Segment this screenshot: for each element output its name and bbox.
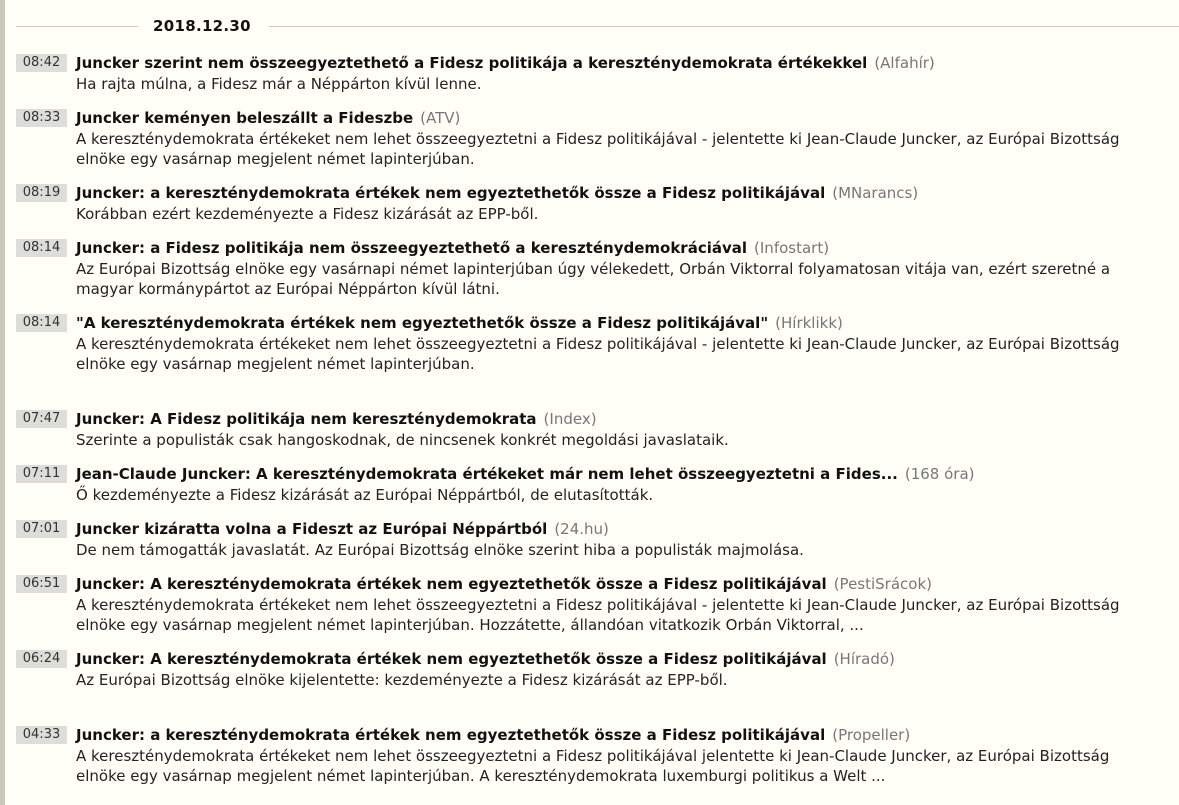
item-summary: Korábban ezért kezdeményezte a Fidesz kizárását az EPP-ből. xyxy=(76,205,539,223)
item-title-link[interactable]: Juncker: a kereszténydemokrata értékek nem egyeztethetők össze a Fidesz politikájával xyxy=(76,184,826,202)
item-summary: Ha rajta múlna, a Fidesz már a Néppárton kívül lenne. xyxy=(76,75,482,93)
item-title-link[interactable]: Juncker: A kereszténydemokrata értékek nem egyeztethetők össze a Fidesz politikájával xyxy=(76,650,827,668)
item-time: 08:14 xyxy=(16,239,67,257)
item-summary: A kereszténydemokrata értékeket nem lehet összeegyeztetni a Fidesz politikájával - jelentette ki Jean-Claude Juncker, az Európai Bizottság elnöke egy vasárnap megjelent német lapinterjúban. Hozzátette, állandóan vitatkozik Orbán Viktorral, ... xyxy=(76,596,1120,634)
item-time: 06:24 xyxy=(16,650,67,668)
item-title-link[interactable]: "A kereszténydemokrata értékek nem egyeztethetők össze a Fidesz politikájával" xyxy=(76,314,769,332)
item-title-link[interactable]: Juncker szerint nem összeegyeztethető a Fidesz politikája a kereszténydemokrata értékekkel xyxy=(76,54,868,72)
date-divider-right xyxy=(269,26,1179,27)
item-source: (Propeller) xyxy=(832,726,911,744)
item-summary: Az Európai Bizottság elnöke egy vasárnapi német lapinterjúban úgy vélekedett, Orbán Viktorral folyamatosan vitája van, ezért szeretné a magyar kormánypártot az Európai Néppárton kívül látni. xyxy=(76,260,1111,298)
item-source: (Hírklikk) xyxy=(775,314,843,332)
item-summary: A kereszténydemokrata értékeket nem lehet összeegyeztetni a Fidesz politikájával - jelentette ki Jean-Claude Juncker, az Európai Bizottság elnöke egy vasárnap megjelent német lapinterjúban. xyxy=(76,130,1120,168)
item-source: (24.hu) xyxy=(554,520,609,538)
item-time: 04:33 xyxy=(16,726,67,744)
item-time: 07:11 xyxy=(16,465,67,483)
item-time: 08:14 xyxy=(16,314,67,332)
item-source: (Infostart) xyxy=(754,239,830,257)
date-separator xyxy=(16,14,1179,40)
item-title-link[interactable]: Juncker keményen beleszállt a Fideszbe xyxy=(76,109,414,127)
left-edge-bar xyxy=(0,0,5,805)
item-title-link[interactable]: Jean-Claude Juncker: A kereszténydemokrata értékeket már nem lehet összeegyeztetni a Fides... xyxy=(76,465,898,483)
item-headline xyxy=(76,53,935,73)
date-heading: 2018.12.30 xyxy=(153,17,251,35)
item-time: 06:51 xyxy=(16,575,67,593)
item-summary: Szerinte a populisták csak hangoskodnak, de nincsenek konkrét megoldási javaslataik. xyxy=(76,431,729,449)
item-headline xyxy=(76,183,918,203)
item-source: (ATV) xyxy=(420,109,461,127)
item-headline xyxy=(76,313,843,333)
item-summary: Ő kezdeményezte a Fidesz kizárását az Európai Néppártból, de elutasították. xyxy=(76,486,654,504)
item-source: (Alfahír) xyxy=(874,54,935,72)
item-source: (PestiSrácok) xyxy=(833,575,933,593)
item-title-link[interactable]: Juncker kizáratta volna a Fideszt az Európai Néppártból xyxy=(76,520,548,538)
item-time: 08:19 xyxy=(16,184,67,202)
item-time: 07:47 xyxy=(16,410,67,428)
item-source: (168 óra) xyxy=(904,465,975,483)
item-headline xyxy=(76,574,932,594)
item-headline xyxy=(76,238,829,258)
item-headline xyxy=(76,725,910,745)
item-time: 08:42 xyxy=(16,54,67,72)
item-time: 07:01 xyxy=(16,520,67,538)
item-summary: A kereszténydemokrata értékeket nem lehet összeegyeztetni a Fidesz politikájával - jelentette ki Jean-Claude Juncker, az Európai Bizottság elnöke egy vasárnap megjelent német lapinterjúban. xyxy=(76,335,1120,373)
item-title-link[interactable]: Juncker: a kereszténydemokrata értékek nem egyeztethetők össze a Fidesz politikájával xyxy=(76,726,826,744)
item-time: 08:33 xyxy=(16,109,67,127)
item-title-link[interactable]: Juncker: A Fidesz politikája nem kereszténydemokrata xyxy=(76,410,537,428)
item-headline xyxy=(76,519,609,539)
item-title-link[interactable]: Juncker: A kereszténydemokrata értékek nem egyeztethetők össze a Fidesz politikájával xyxy=(76,575,827,593)
item-headline xyxy=(76,409,597,429)
item-source: (Híradó) xyxy=(833,650,895,668)
item-title-link[interactable]: Juncker: a Fidesz politikája nem összeegyeztethető a kereszténydemokráciával xyxy=(76,239,748,257)
date-divider-left xyxy=(16,26,138,27)
item-summary: De nem támogatták javaslatát. Az Európai Bizottság elnöke szerint hiba a populisták majmolása. xyxy=(76,541,804,559)
item-summary: A kereszténydemokrata értékeket nem lehet összeegyeztetni a Fidesz politikájával jelentette ki Jean-Claude Juncker, az Európai Bizottság elnöke egy vasárnap megjelent német lapinterjúban. A kereszténydemokrata luxemburgi politikus a Welt ... xyxy=(76,747,1110,785)
item-source: (MNarancs) xyxy=(832,184,919,202)
item-summary: Az Európai Bizottság elnöke kijelentette: kezdeményezte a Fidesz kizárását az EPP-ből. xyxy=(76,671,728,689)
item-headline xyxy=(76,108,460,128)
item-headline xyxy=(76,464,974,484)
item-source: (Index) xyxy=(543,410,597,428)
item-headline xyxy=(76,649,895,669)
